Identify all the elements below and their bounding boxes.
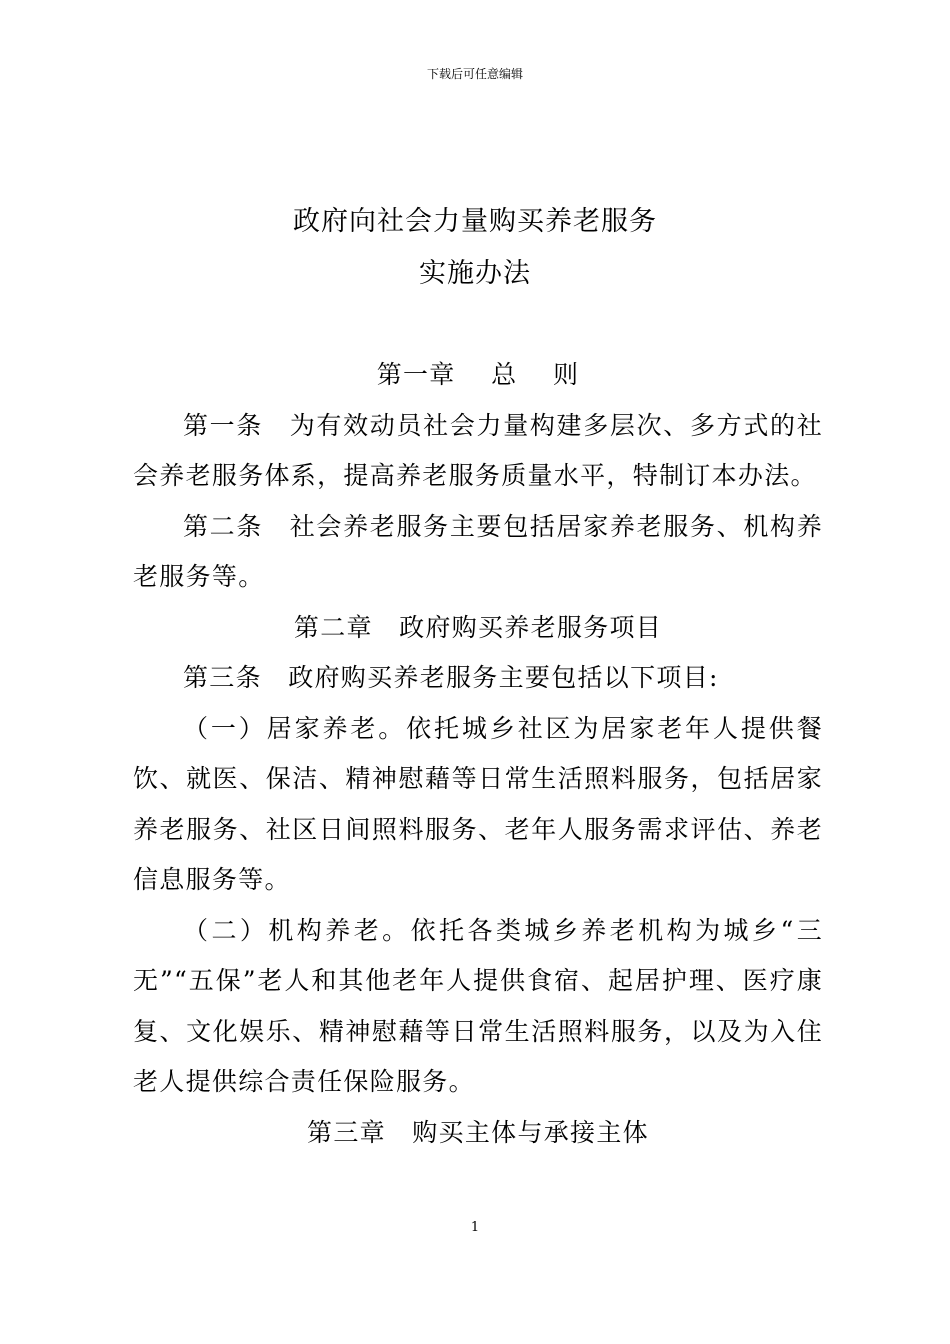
- item-home-care: （一）居家养老。依托城乡社区为居家老年人提供餐饮、就医、保洁、精神慰藉等日常生活照料服务，包括居家养老服务、社区日间照料服务、老年人服务需求评估、养老信息服务等。: [133, 713, 823, 894]
- article-3: 第三条 政府购买养老服务主要包括以下项目:: [183, 663, 719, 692]
- chapter-heading-3: 第三章 购买主体与承接主体: [307, 1117, 649, 1147]
- header-note: 下载后可任意编辑: [426, 67, 523, 81]
- chapter-heading-1: 第一章 总 则: [376, 360, 580, 389]
- item-institutional-care: （二）机构养老。依托各类城乡养老机构为城乡“三无”“五保”老人和其他老年人提供食宿、起居护理、医疗康复、文化娱乐、精神慰藉等日常生活照料服务，以及为入住老人提供综合责任保险服务。: [133, 915, 823, 1096]
- chapter-heading-2: 第二章 政府购买养老服务项目: [293, 612, 663, 642]
- page-number: 1: [470, 1220, 480, 1235]
- article-2: 第二条 社会养老服务主要包括居家养老服务、机构养老服务等。: [133, 511, 823, 591]
- document-subtitle: 实施办法: [419, 258, 531, 289]
- article-1: 第一条 为有效动员社会力量构建多层次、多方式的社会养老服务体系，提高养老服务质量水平，特制订本办法。: [133, 410, 823, 490]
- document-body: [133, 350, 823, 1158]
- document-title: 政府向社会力量购买养老服务: [293, 206, 657, 237]
